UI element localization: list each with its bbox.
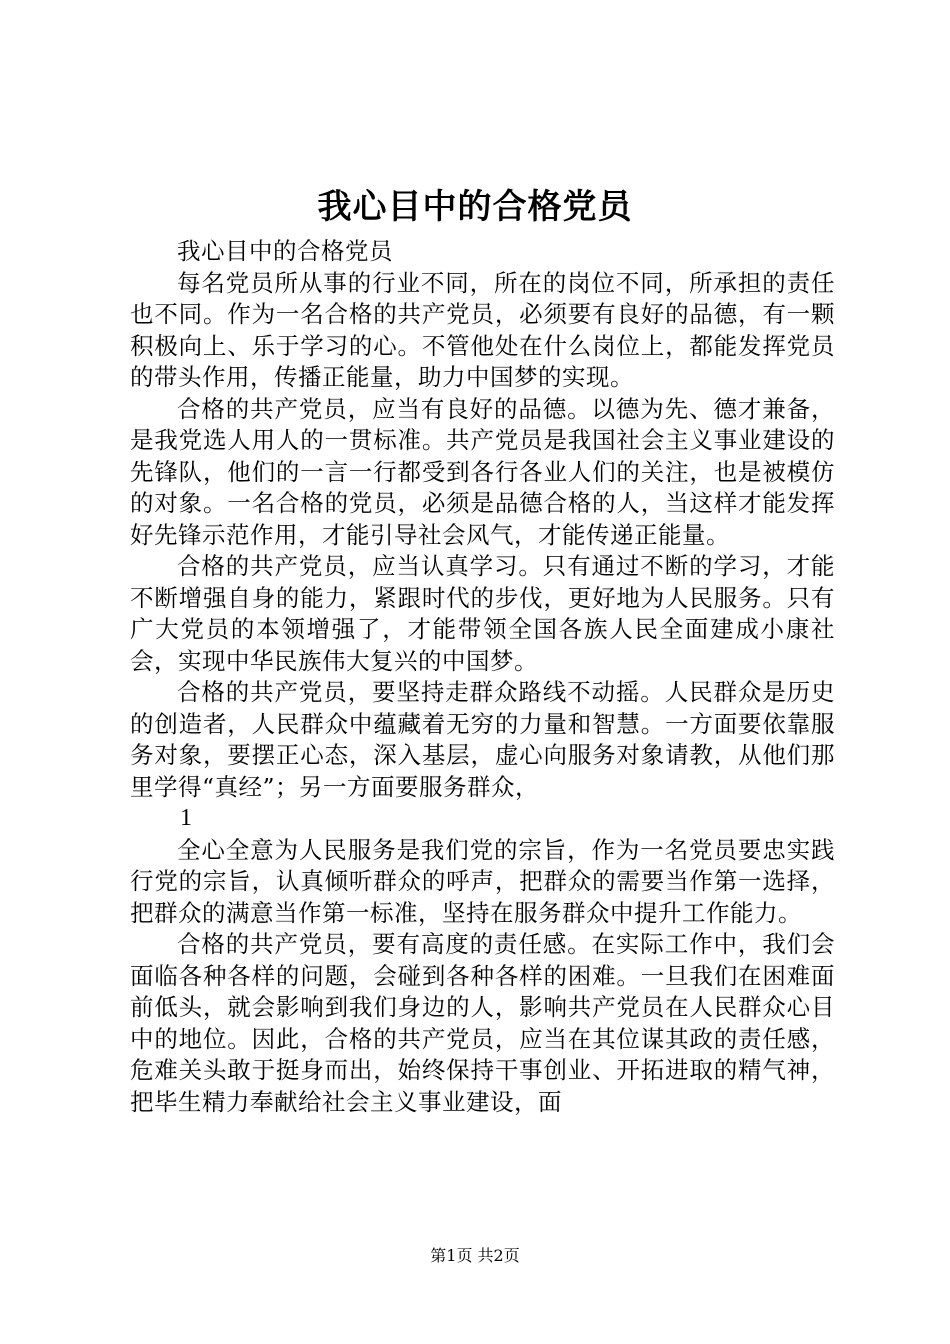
paragraph-responsibility: 合格的共产党员，要有高度的责任感。在实际工作中，我们会面临各种各样的问题，会碰到各种各样的困难。一旦我们在困难面前低头，就会影响到我们身边的人，影响共产党员在人民群众心目中的地位。因此，合格的共产党员，应当在其位谋其政的责任感，危难关头敢于挺身而出，始终保持干事创业、开拓进取的精气神，把毕生精力奉献给社会主义事业建设，面: [130, 930, 835, 1116]
paragraph-serve-people: 全心全意为人民服务是我们党的宗旨，作为一名党员要忠实践行党的宗旨，认真倾听群众的呼声，把群众的需要当作第一选择，把群众的满意当作第一标准，坚持在服务群众中提升工作能力。: [130, 835, 835, 927]
page-footer: 第1页 共2页: [430, 1246, 520, 1265]
paragraph-intro: 每名党员所从事的行业不同，所在的岗位不同，所承担的责任也不同。作为一名合格的共产党员，必须要有良好的品德，有一颗积极向上、乐于学习的心。不管他处在什么岗位上，都能发挥党员的带头作用，传播正能量，助力中国梦的实现。: [130, 268, 835, 391]
subtitle-line: 我心目中的合格党员: [177, 237, 393, 265]
document-body: [130, 236, 835, 1118]
paragraph-morality: 合格的共产党员，应当有良好的品德。以德为先、德才兼备，是我党选人用人的一贯标准。共产党员是我国社会主义事业建设的先锋队，他们的一言一行都受到各行各业人们的关注，也是被模仿的对象。一名合格的党员，必须是品德合格的人，当这样才能发挥好先锋示范作用，才能引导社会风气，才能传递正能量。: [130, 394, 835, 549]
document-title: 我心目中的合格党员: [317, 187, 633, 227]
paragraph-study: 合格的共产党员，应当认真学习。只有通过不断的学习，才能不断增强自身的能力，紧跟时代的步伐，更好地为人民服务。只有广大党员的本领增强了，才能带领全国各族人民全面建成小康社会，实现中华民族伟大复兴的中国梦。: [130, 552, 835, 675]
inline-page-number: 1: [180, 805, 193, 831]
paragraph-mass-line: 合格的共产党员，要坚持走群众路线不动摇。人民群众是历史的创造者，人民群众中蕴藏着无穷的力量和智慧。一方面要依靠服务对象，要摆正心态，深入基层，虚心向服务对象请教，从他们那里学得“真经”；另一方面要服务群众，: [130, 678, 835, 801]
